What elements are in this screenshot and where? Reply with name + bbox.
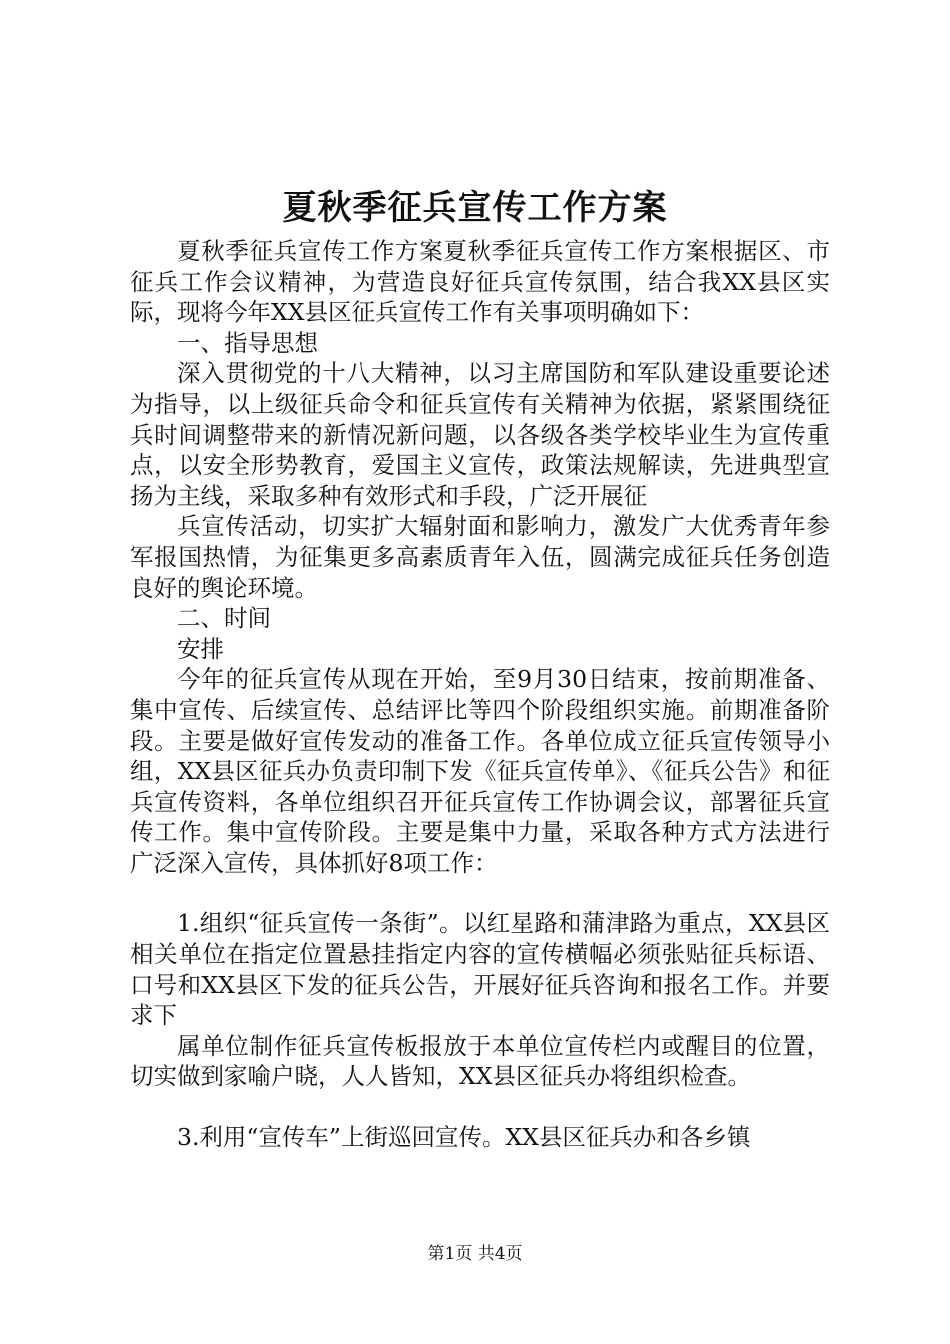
paragraph-intro: 夏秋季征兵宣传工作方案夏秋季征兵宣传工作方案根据区、市征兵工作会议精神，为营造良好征兵宣传氛围，结合我XX县区实际，现将今年XX县区征兵宣传工作有关事项明确如下：	[130, 237, 830, 327]
section-heading-arrangement: 安排	[177, 634, 224, 663]
paragraph-item-1-continued: 属单位制作征兵宣传板报放于本单位宣传栏内或醒目的位置，切实做到家喻户晓，人人皆知，XX县区征兵办将组织检查。	[130, 1031, 830, 1091]
paragraph-schedule: 今年的征兵宣传从现在开始，至9月30日结束，按前期准备、集中宣传、后续宣传、总结评比等四个阶段组织实施。前期准备阶段。主要是做好宣传发动的准备工作。各单位成立征兵宣传领导小组，XX县区征兵办负责印制下发《征兵宣传单》、《征兵公告》和征兵宣传资料，各单位组织召开征兵宣传工作协调会议，部署征兵宣传工作。集中宣传阶段。主要是集中力量，采取各种方式方法进行广泛深入宣传，具体抓好8项工作：	[130, 665, 830, 877]
section-heading-guiding-ideology: 一、指导思想	[177, 328, 318, 357]
document-title: 夏秋季征兵宣传工作方案	[282, 188, 668, 228]
document-body	[130, 236, 830, 1153]
page-number-footer: 第1页 共4页	[427, 1244, 523, 1264]
paragraph-guiding-ideology-continued: 兵宣传活动，切实扩大辐射面和影响力，激发广大优秀青年参军报国热情，为征集更多高素质青年入伍，圆满完成征兵任务创造良好的舆论环境。	[130, 512, 830, 602]
paragraph-guiding-ideology: 深入贯彻党的十八大精神，以习主席国防和军队建设重要论述为指导，以上级征兵命令和征兵宣传有关精神为依据，紧紧围绕征兵时间调整带来的新情况新问题，以各级各类学校毕业生为宣传重点，以安全形势教育，爱国主义宣传，政策法规解读，先进典型宣扬为主线，采取多种有效形式和手段，广泛开展征	[130, 359, 830, 510]
paragraph-item-1: 1.组织“征兵宣传一条街”。以红星路和蒲津路为重点，XX县区相关单位在指定位置悬挂指定内容的宣传横幅必须张贴征兵标语、口号和XX县区下发的征兵公告，开展好征兵咨询和报名工作。并要求下	[130, 909, 830, 1030]
paragraph-item-3: 3.利用“宣传车”上街巡回宣传。XX县区征兵办和各乡镇	[177, 1123, 751, 1152]
section-heading-time: 二、时间	[177, 604, 271, 633]
